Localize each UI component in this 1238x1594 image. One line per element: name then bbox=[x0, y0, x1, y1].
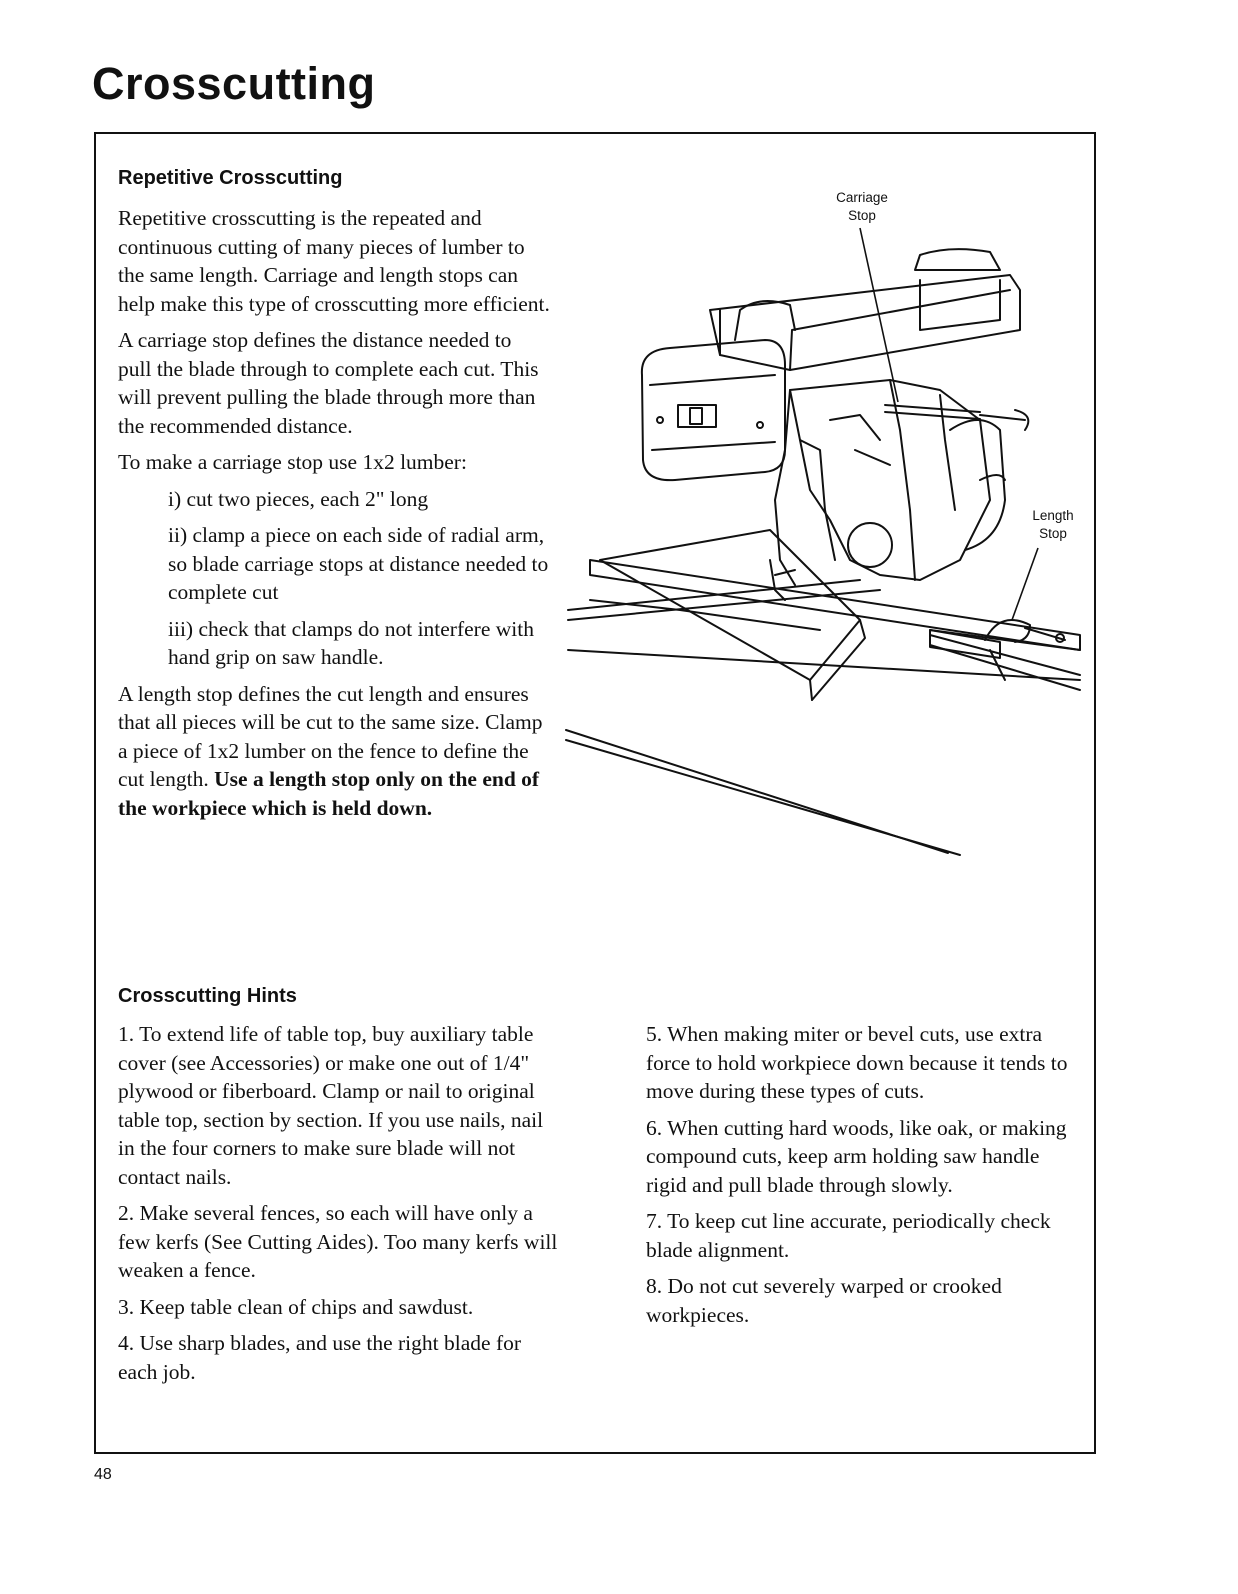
section-heading-repetitive: Repetitive Crosscutting bbox=[118, 167, 343, 189]
fence bbox=[590, 560, 1080, 650]
length-stop-label-line2: Stop bbox=[1039, 526, 1067, 541]
hint-item: 4. Use sharp blades, and use the right blade for each job. bbox=[118, 1331, 522, 1384]
length-stop-leader bbox=[1012, 548, 1038, 620]
hints-column-left bbox=[118, 1020, 558, 1394]
step-2: ii) clamp a piece on each side of radial arm, so blade carriage stops at distance needed to complete cut bbox=[168, 523, 549, 604]
length-stop-warning: Use a length stop only on the end of the workpiece which is held down. bbox=[118, 767, 540, 820]
handle-post bbox=[735, 301, 795, 340]
hint-item: 7. To keep cut line accurate, periodically check blade alignment. bbox=[646, 1209, 1051, 1262]
hints-column-right bbox=[646, 1020, 1076, 1337]
column-front-panel bbox=[642, 340, 785, 480]
repetitive-body bbox=[118, 204, 550, 830]
motor-housing bbox=[950, 420, 1005, 550]
section-heading-hints: Crosscutting Hints bbox=[118, 985, 297, 1007]
length-stop-text: A length stop defines the cut length and ensures that all pieces will be cut to the same size. Clamp a piece of 1x2 lumber on the fence to define the cut length. bbox=[118, 681, 543, 791]
hint-item: 1. To extend life of table top, buy auxiliary table cover (see Accessories) or make one out of 1/4" plywood or fiberboard. Clamp or nail to original table top, section by section. If you use nails, nail in the four corners to make sure blade will not contact nails. bbox=[118, 1022, 544, 1189]
page-title: Crosscutting bbox=[92, 58, 376, 109]
step-1: i) cut two pieces, each 2" long bbox=[168, 486, 429, 511]
carriage-stop-label-line2: Stop bbox=[848, 208, 876, 223]
radial-arm-saw-illustration bbox=[560, 180, 1090, 870]
paragraph-length-stop bbox=[118, 680, 550, 823]
paragraph-carriage-stop: A carriage stop defines the distance needed to pull the blade through to complete each cut. This will prevent pulling the blade through more than the recommended distance. bbox=[118, 328, 539, 438]
hint-item: 8. Do not cut severely warped or crooked workpieces. bbox=[646, 1274, 1002, 1327]
paragraph-make-carriage-stop: To make a carriage stop use 1x2 lumber: bbox=[118, 450, 467, 474]
carriage-stop-label-line1: Carriage bbox=[836, 190, 888, 205]
step-3: iii) check that clamps do not interfere with hand grip on saw handle. bbox=[168, 616, 534, 669]
paragraph-intro: Repetitive crosscutting is the repeated and continuous cutting of many pieces of lumber to the same length. Carriage and length stops can help make this type of crosscutting more efficient. bbox=[118, 206, 550, 316]
page-number: 48 bbox=[94, 1466, 112, 1483]
hint-item: 3. Keep table clean of chips and sawdust. bbox=[118, 1294, 474, 1319]
hint-item: 2. Make several fences, so each will have only a few kerfs (See Cutting Aides). Too many kerfs will weaken a fence. bbox=[118, 1201, 558, 1282]
hint-item: 5. When making miter or bevel cuts, use extra force to hold workpiece down because it tends to move during these types of cuts. bbox=[646, 1022, 1068, 1103]
length-stop-label-line1: Length bbox=[1032, 508, 1074, 523]
motor-cap bbox=[915, 249, 1000, 270]
blade-arbor bbox=[848, 523, 892, 567]
hint-item: 6. When cutting hard woods, like oak, or making compound cuts, keep arm holding saw handle rigid and pull blade through slowly. bbox=[646, 1115, 1067, 1197]
carriage-stop-leader bbox=[860, 228, 898, 402]
